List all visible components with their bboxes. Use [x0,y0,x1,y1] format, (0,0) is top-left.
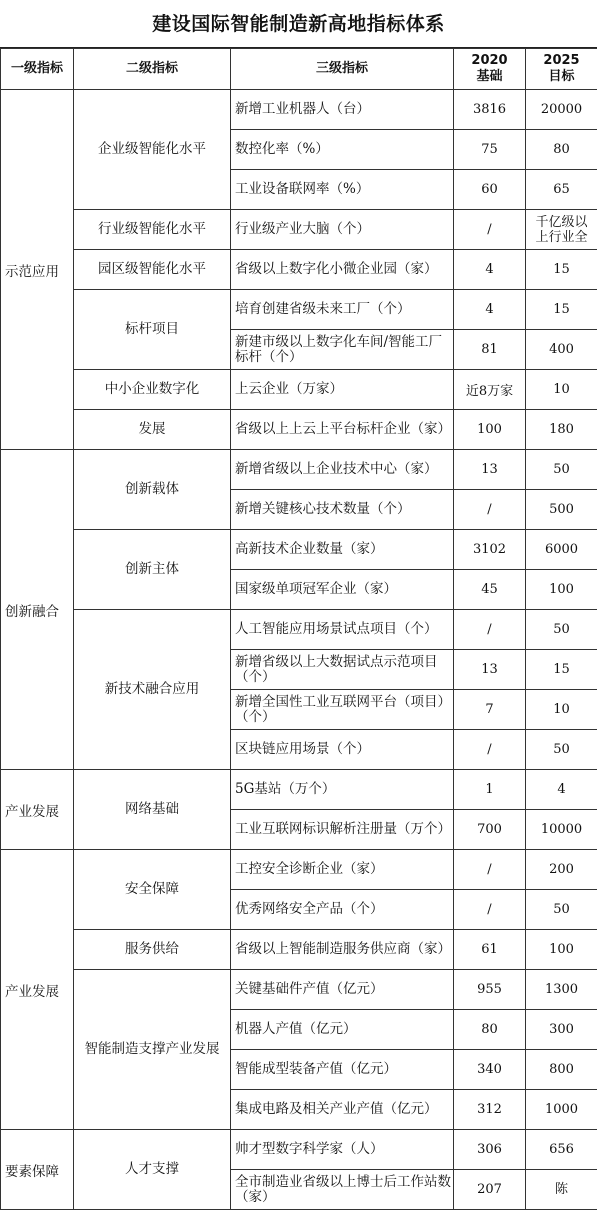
target-value-line: 上行业全 [535,229,588,245]
header-row [1,49,597,90]
target-value: 656 [526,1130,597,1170]
indicator-cell: 工业设备联网率（%） [231,170,454,210]
target-value: 15 [526,250,597,290]
target-value: 15 [526,650,597,690]
table-row [1,90,597,130]
base-value: 近8万家 [454,370,526,410]
indicator-cell: 国家级单项冠军企业（家） [231,570,454,610]
indicator-cell: 新增省级以上企业技术中心（家） [231,450,454,490]
group-cell: 创新融合 [1,450,74,770]
table-row [1,210,597,250]
base-value: / [454,210,526,250]
indicator-cell: 新建市级以上数字化车间/智能工厂标杆（个） [231,330,454,370]
indicator-cell: 人工智能应用场景试点项目（个） [231,610,454,650]
target-value: 50 [526,890,597,930]
group-cell: 产业发展 [1,850,74,1130]
table-row [1,370,597,410]
table-row [1,290,597,330]
base-value: 80 [454,1010,526,1050]
base-value: 207 [454,1170,526,1210]
target-value: 50 [526,450,597,490]
indicator-cell: 上云企业（万家） [231,370,454,410]
target-value: 1000 [526,1090,597,1130]
base-value: 60 [454,170,526,210]
group-cell: 示范应用 [1,90,74,450]
base-value: 13 [454,450,526,490]
target-value: 400 [526,330,597,370]
header-level1: 一级指标 [1,49,74,90]
base-value: 13 [454,650,526,690]
indicator-cell: 全市制造业省级以上博士后工作站数（家） [231,1170,454,1210]
base-value: 81 [454,330,526,370]
indicator-cell: 省级以上智能制造服务供应商（家） [231,930,454,970]
table-row [1,410,597,450]
subgroup-cell: 安全保障 [74,850,231,930]
target-value: 10000 [526,810,597,850]
base-value: 1 [454,770,526,810]
target-value: 陈 [526,1170,597,1210]
subgroup-cell: 行业级智能化水平 [74,210,231,250]
subgroup-cell: 创新主体 [74,530,231,610]
target-value: 800 [526,1050,597,1090]
table-row [1,450,597,490]
header-target-year: 2025 [543,53,580,68]
target-value: 180 [526,410,597,450]
indicator-cell: 关键基础件产值（亿元） [231,970,454,1010]
target-value: 500 [526,490,597,530]
header-target-label: 目标 [548,69,575,84]
group-cell: 产业发展 [1,770,74,850]
base-value: 340 [454,1050,526,1090]
target-value: 1300 [526,970,597,1010]
target-value: 50 [526,730,597,770]
indicator-cell: 新增全国性工业互联网平台（项目）（个） [231,690,454,730]
target-value: 10 [526,690,597,730]
subgroup-cell: 网络基础 [74,770,231,850]
table-row [1,1130,597,1170]
base-value: 100 [454,410,526,450]
header-level2: 二级指标 [74,49,231,90]
target-value: 80 [526,130,597,170]
header-level3: 三级指标 [231,49,454,90]
base-value: 955 [454,970,526,1010]
base-value: 306 [454,1130,526,1170]
indicator-cell: 高新技术企业数量（家） [231,530,454,570]
indicator-cell: 新增关键核心技术数量（个） [231,490,454,530]
base-value: 61 [454,930,526,970]
subgroup-cell: 服务供给 [74,930,231,970]
base-value: / [454,890,526,930]
base-value: 312 [454,1090,526,1130]
table-row [1,930,597,970]
table-row [1,770,597,810]
indicator-cell: 培育创建省级未来工厂（个） [231,290,454,330]
base-value: 3102 [454,530,526,570]
base-value: / [454,730,526,770]
indicator-cell: 机器人产值（亿元） [231,1010,454,1050]
group-cell: 要素保障 [1,1130,74,1210]
indicator-cell: 新增工业机器人（台） [231,90,454,130]
target-value: 200 [526,850,597,890]
table-row [1,250,597,290]
header-target [526,49,597,90]
subgroup-cell: 智能制造支撑产业发展 [74,970,231,1130]
subgroup-cell: 中小企业数字化 [74,370,231,410]
subgroup-cell: 创新载体 [74,450,231,530]
indicator-cell: 区块链应用场景（个） [231,730,454,770]
target-value: 100 [526,930,597,970]
base-value: 75 [454,130,526,170]
base-value: 45 [454,570,526,610]
table-row [1,530,597,570]
indicator-cell: 工控安全诊断企业（家） [231,850,454,890]
indicator-cell: 省级以上上云上平台标杆企业（家） [231,410,454,450]
base-value: 700 [454,810,526,850]
indicator-cell: 集成电路及相关产业产值（亿元） [231,1090,454,1130]
indicator-cell: 5G基站（万个） [231,770,454,810]
subgroup-cell: 标杆项目 [74,290,231,370]
base-value: 7 [454,690,526,730]
target-value: 4 [526,770,597,810]
header-base [454,49,526,90]
base-value: / [454,490,526,530]
page-title: 建设国际智能制造新高地指标体系 [0,0,597,48]
target-value: 300 [526,1010,597,1050]
subgroup-cell: 园区级智能化水平 [74,250,231,290]
indicator-cell: 优秀网络安全产品（个） [231,890,454,930]
target-value: 100 [526,570,597,610]
indicator-cell: 数控化率（%） [231,130,454,170]
target-value: 65 [526,170,597,210]
target-value: 10 [526,370,597,410]
indicator-cell: 智能成型装备产值（亿元） [231,1050,454,1090]
subgroup-cell: 人才支撑 [74,1130,231,1210]
target-value: 6000 [526,530,597,570]
base-value: 4 [454,290,526,330]
subgroup-cell: 企业级智能化水平 [74,90,231,210]
base-value: 3816 [454,90,526,130]
base-value: 4 [454,250,526,290]
indicator-cell: 省级以上数字化小微企业园（家） [231,250,454,290]
indicator-cell: 帅才型数字科学家（人） [231,1130,454,1170]
header-base-label: 基础 [476,69,503,84]
base-value: / [454,850,526,890]
subgroup-cell: 新技术融合应用 [74,610,231,770]
target-value: 50 [526,610,597,650]
indicator-table [0,48,597,1210]
indicator-cell: 行业级产业大脑（个） [231,210,454,250]
header-base-year: 2020 [471,53,508,68]
table-row [1,850,597,890]
table-row [1,970,597,1010]
base-value: / [454,610,526,650]
target-value: 20000 [526,90,597,130]
target-value: 15 [526,290,597,330]
subgroup-cell: 发展 [74,410,231,450]
indicator-cell: 新增省级以上大数据试点示范项目（个） [231,650,454,690]
indicator-cell: 工业互联网标识解析注册量（万个） [231,810,454,850]
target-value-line: 千亿级以 [535,214,588,230]
table-row [1,610,597,650]
target-value [526,210,597,250]
